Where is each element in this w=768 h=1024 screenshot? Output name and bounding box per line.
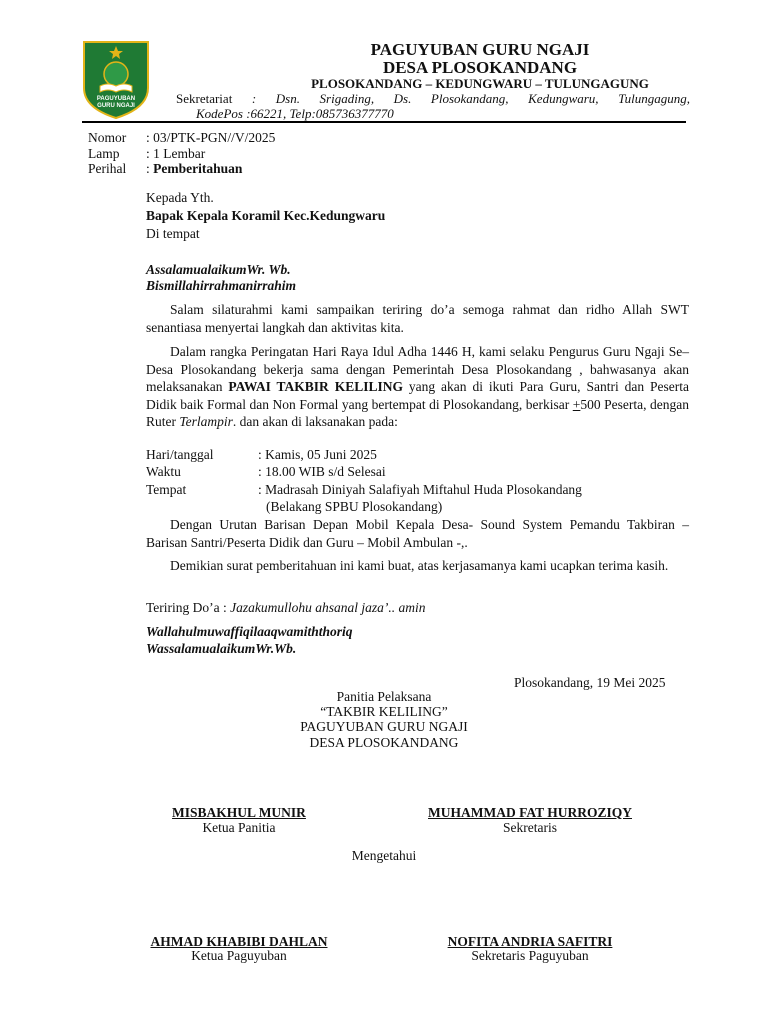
tempat-label: Tempat — [146, 482, 187, 497]
signer-4-role: Sekretaris Paguyuban — [471, 948, 589, 963]
closing-line-2: WassalamualaikumWr.Wb. — [146, 641, 297, 656]
signer-2-name: MUHAMMAD FAT HURROZIQY — [428, 805, 632, 820]
address-part: Dsn. — [275, 91, 300, 106]
waktu-label: Waktu — [146, 464, 181, 479]
address-part: Plosokandang, — [430, 91, 509, 106]
meta-lamp — [88, 146, 205, 162]
tempat-value: : Madrasah Diniyah Salafiyah Miftahul Huda Plosokandang — [258, 482, 582, 497]
committee-line-1: Panitia Pelaksana — [336, 689, 432, 704]
recipient-line-2: Bapak Kepala Koramil Kec.Kedungwaru — [146, 208, 386, 223]
schedule-hari — [146, 446, 689, 464]
perihal-colon: : — [146, 161, 154, 176]
signer-4-name: NOFITA ANDRIA SAFITRI — [447, 934, 613, 949]
acknowledged-label: Mengetahui — [351, 848, 417, 863]
signer-1-role: Ketua Panitia — [202, 820, 276, 835]
hari-label: Hari/tanggal — [146, 447, 214, 462]
signer-1-name: MISBAKHUL MUNIR — [172, 805, 306, 820]
signer-3-name: AHMAD KHABIBI DAHLAN — [150, 934, 328, 949]
address-line-1 — [176, 91, 690, 106]
doa-label: Teriring Do’a : — [146, 600, 231, 615]
lamp-label: Lamp — [88, 146, 120, 161]
recipient-line-1: Kepada Yth. — [146, 190, 214, 205]
address-part: Tulungagung, — [618, 91, 690, 106]
address-line-2: KodePos :66221, Telp:085736377770 — [196, 106, 394, 121]
meta-nomor — [88, 130, 275, 146]
event-text-d: . dan akan di laksanakan pada: — [232, 414, 398, 429]
address-colon: : — [251, 91, 257, 106]
village-name: DESA PLOSOKANDANG — [382, 58, 578, 77]
committee-line-2: “TAKBIR KELILING” — [320, 704, 448, 719]
doa-line — [146, 599, 689, 617]
event-name: PAWAI TAKBIR KELILING — [228, 379, 403, 394]
paragraph-order: Dengan Urutan Barisan Depan Mobil Kepala Desa- Sound System Pemandu Takbiran – Barisan Santri/Peserta Didik dan Guru – Mobil Ambulan -,. — [146, 517, 689, 550]
logo-text-1: PAGUYUBAN — [96, 96, 136, 102]
signer-2-role: Sekretaris — [503, 820, 557, 835]
waktu-value: : 18.00 WIB s/d Selesai — [258, 464, 386, 479]
nomor-label: Nomor — [88, 130, 127, 145]
event-text-a: Dalam rangka Peringatan Hari Raya Idul Adha 1446 H, kami selaku Pengurus Guru Ngaji Se–Desa Plosokandang bekerja sama dengan Pemerintah Desa Plosokandang , bahwasanya akan melaksanakan — [146, 344, 689, 394]
signer-3-role: Ketua Paguyuban — [191, 948, 287, 963]
perihal-value: Pemberitahuan — [153, 161, 243, 176]
address-part: Srigading, — [319, 91, 375, 106]
address-part: Kedungwaru, — [528, 91, 599, 106]
secretariat-label: Sekretariat — [176, 91, 233, 106]
perihal-label: Perihal — [88, 161, 127, 176]
greeting-basmalah: Bismillahirrahmanirrahim — [146, 278, 297, 293]
meta-perihal — [88, 161, 242, 177]
header-divider — [82, 121, 686, 123]
region-line: PLOSOKANDANG – KEDUNGWARU – TULUNGAGUNG — [311, 76, 649, 91]
committee-line-3: PAGUYUBAN GURU NGAJI — [300, 719, 468, 734]
schedule-waktu — [146, 463, 689, 481]
paragraph-opening: Salam silaturahmi kami sampaikan teriring do’a semoga rahmat dan ridho Allah SWT senantiasa menyertai langkah dan aktivitas kita. — [146, 302, 689, 335]
greeting-salam: AssalamualaikumWr. Wb. — [146, 262, 291, 277]
tempat-value-2: (Belakang SPBU Plosokandang) — [266, 499, 443, 514]
org-name: PAGUYUBAN GURU NGAJI — [370, 40, 590, 59]
nomor-value: : 03/PTK-PGN//V/2025 — [146, 130, 276, 145]
committee-line-4: DESA PLOSOKANDANG — [309, 735, 459, 750]
lamp-value: : 1 Lembar — [146, 146, 206, 161]
closing-line-1: Wallahulmuwaffiqilaaqwamiththoriq — [146, 624, 353, 639]
paragraph-closing: Demikian surat pemberitahuan ini kami buat, atas kerjasamanya kami ucapkan terima kasih. — [170, 558, 669, 573]
schedule-tempat — [146, 481, 689, 499]
event-route-note: Terlampir — [179, 414, 233, 429]
organization-logo — [80, 38, 152, 120]
secretariat-address — [176, 91, 690, 121]
address-part: Ds. — [393, 91, 412, 106]
paragraph-event — [146, 343, 689, 431]
logo-globe — [104, 62, 128, 86]
doa-text: Jazakumullohu ahsanal jaza’.. amin — [230, 600, 426, 615]
plus-minus-sign: + — [572, 396, 581, 412]
logo-text-2: GURU NGAJI — [97, 103, 135, 109]
event-text-c: 500 Peserta, dengan Ruter — [146, 396, 690, 429]
hari-value: : Kamis, 05 Juni 2025 — [258, 447, 377, 462]
recipient-line-3: Di tempat — [146, 226, 200, 241]
place-date: Plosokandang, 19 Mei 2025 — [514, 675, 666, 690]
event-text-b: yang akan di ikuti Para Guru, Santri dan Peserta Didik baik Formal dan Non Formal yang bertempat di Plosokandang, berkisar — [146, 379, 690, 412]
